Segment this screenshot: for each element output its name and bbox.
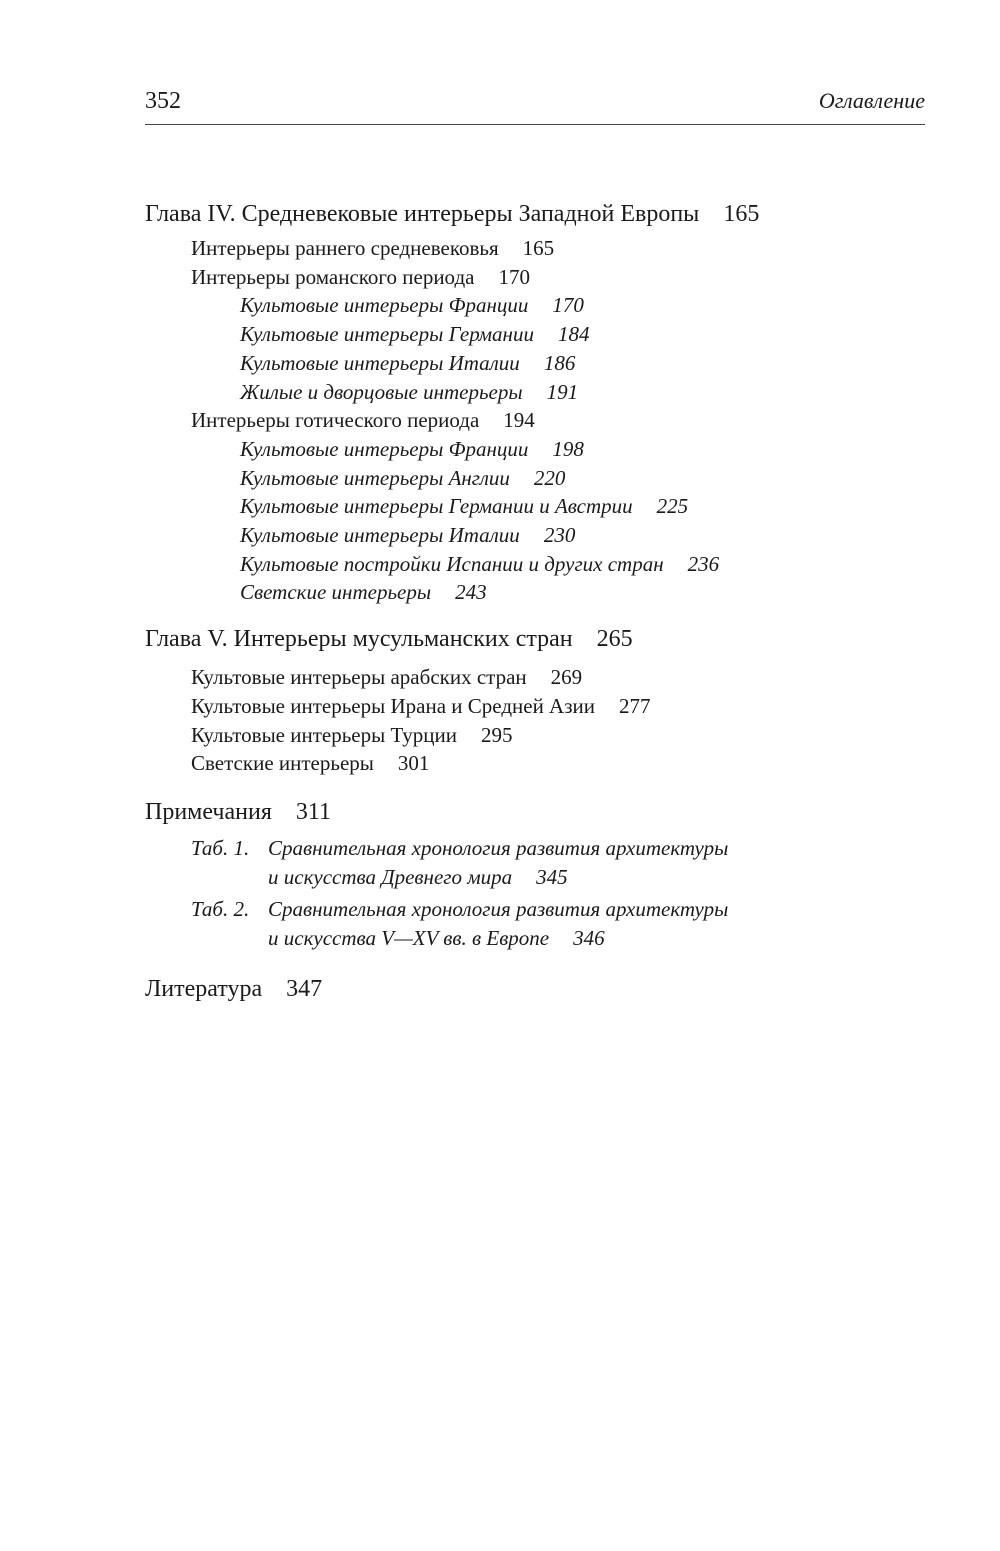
toc-subsection[interactable]: [145, 349, 925, 378]
toc-entry-page: 170: [552, 293, 584, 318]
table-title-line-1: Сравнительная хронология развития архитектуры: [268, 835, 729, 860]
toc-entry-page: 230: [543, 523, 576, 548]
toc-entry-title: Интерьеры романского периода: [191, 264, 475, 289]
toc-entry-page: 191: [546, 379, 579, 404]
toc-entry-page: 170: [498, 264, 530, 289]
toc-entry-page: 220: [533, 465, 566, 490]
toc-entry-page: 265: [596, 626, 633, 653]
toc-subsection[interactable]: [145, 464, 925, 493]
toc-subsection[interactable]: [145, 378, 925, 407]
toc-entry-title: Культовые интерьеры арабских стран: [191, 665, 527, 690]
toc-entry-page: 346: [573, 926, 605, 951]
toc-subsection[interactable]: [145, 521, 925, 550]
toc-entry-title: Культовые интерьеры Франции: [240, 436, 529, 461]
toc-entry-page: 184: [557, 322, 590, 347]
toc-section[interactable]: [145, 263, 925, 292]
toc-section[interactable]: [145, 749, 925, 778]
toc-notes[interactable]: [145, 794, 925, 830]
toc-chapter-4[interactable]: [145, 196, 925, 232]
toc-entry-title: Культовые интерьеры Франции: [240, 293, 529, 318]
toc-entry-page: 225: [656, 494, 689, 519]
toc-subsection[interactable]: [145, 550, 925, 579]
toc-section[interactable]: [145, 663, 925, 692]
toc-entry-page: 236: [687, 551, 720, 576]
toc-entry-page: 186: [543, 350, 576, 375]
toc-section[interactable]: [145, 234, 925, 263]
toc-entry-page: 301: [397, 751, 430, 776]
table-title-line-2: и искусства Древнего мира: [268, 864, 513, 889]
toc-subsection[interactable]: [145, 435, 925, 464]
toc-entry-page: 347: [286, 975, 323, 1002]
running-header: [145, 88, 925, 128]
toc-literature[interactable]: [145, 971, 925, 1007]
toc-entry-page: 198: [552, 436, 584, 461]
toc-entry-page: 295: [481, 722, 513, 747]
toc-chapter-5[interactable]: [145, 621, 925, 657]
toc-entry-title: Культовые постройки Испании и других стран: [240, 551, 664, 576]
toc-entry-page: 165: [522, 236, 555, 260]
toc-entry-page: 277: [619, 693, 651, 718]
toc-entry-title: Культовые интерьеры Германии: [240, 322, 534, 347]
toc-entry-page: 194: [503, 408, 535, 433]
toc-entry-title: Культовые интерьеры Ирана и Средней Азии: [191, 693, 595, 718]
toc-entry-title: Светские интерьеры: [240, 580, 432, 605]
toc-entry-title: Жилые и дворцовые интерьеры: [240, 379, 523, 404]
header-rule: [145, 124, 925, 125]
toc-entry-title: Культовые интерьеры Англии: [240, 465, 510, 490]
toc-entry-page: 243: [455, 580, 487, 605]
toc-subsection[interactable]: [145, 492, 925, 521]
table-title-line-2: и искусства V—XV вв. в Европе: [268, 926, 550, 951]
toc-section[interactable]: [145, 406, 925, 435]
toc-entry-title: Глава V. Интерьеры мусульманских стран: [145, 626, 573, 653]
toc-entry-page: 165: [723, 201, 760, 227]
toc-entry-title: Глава IV. Средневековые интерьеры Западной Европы: [145, 201, 700, 227]
toc-entry-title: Культовые интерьеры Германии и Австрии: [240, 494, 633, 519]
table-of-contents: [145, 196, 925, 1007]
running-title: Оглавление: [818, 88, 925, 113]
toc-entry-title: Культовые интерьеры Турции: [191, 722, 457, 747]
toc-entry-title: Литература: [145, 975, 263, 1002]
toc-entry-title: Примечания: [145, 798, 272, 825]
page-number: 352: [145, 88, 181, 114]
toc-entry-page: 311: [295, 798, 331, 825]
toc-entry-title: Интерьеры раннего средневековья: [191, 236, 499, 260]
toc-section[interactable]: [145, 721, 925, 750]
toc-subsection[interactable]: [145, 578, 925, 607]
table-label: Таб. 2.: [191, 897, 250, 922]
table-label: Таб. 1.: [191, 835, 250, 860]
toc-entry-title: Светские интерьеры: [191, 751, 374, 776]
toc-table-1[interactable]: [145, 834, 925, 891]
toc-table-2[interactable]: [145, 895, 925, 952]
toc-entry-title: Интерьеры готического периода: [191, 408, 480, 433]
toc-subsection[interactable]: [145, 291, 925, 320]
toc-entry-title: Культовые интерьеры Италии: [240, 350, 520, 375]
toc-entry-page: 345: [536, 864, 568, 889]
toc-subsection[interactable]: [145, 320, 925, 349]
toc-entry-title: Культовые интерьеры Италии: [240, 523, 520, 548]
table-title-line-1: Сравнительная хронология развития архитектуры: [268, 897, 729, 922]
toc-entry-page: 269: [550, 665, 583, 690]
toc-section[interactable]: [145, 692, 925, 721]
